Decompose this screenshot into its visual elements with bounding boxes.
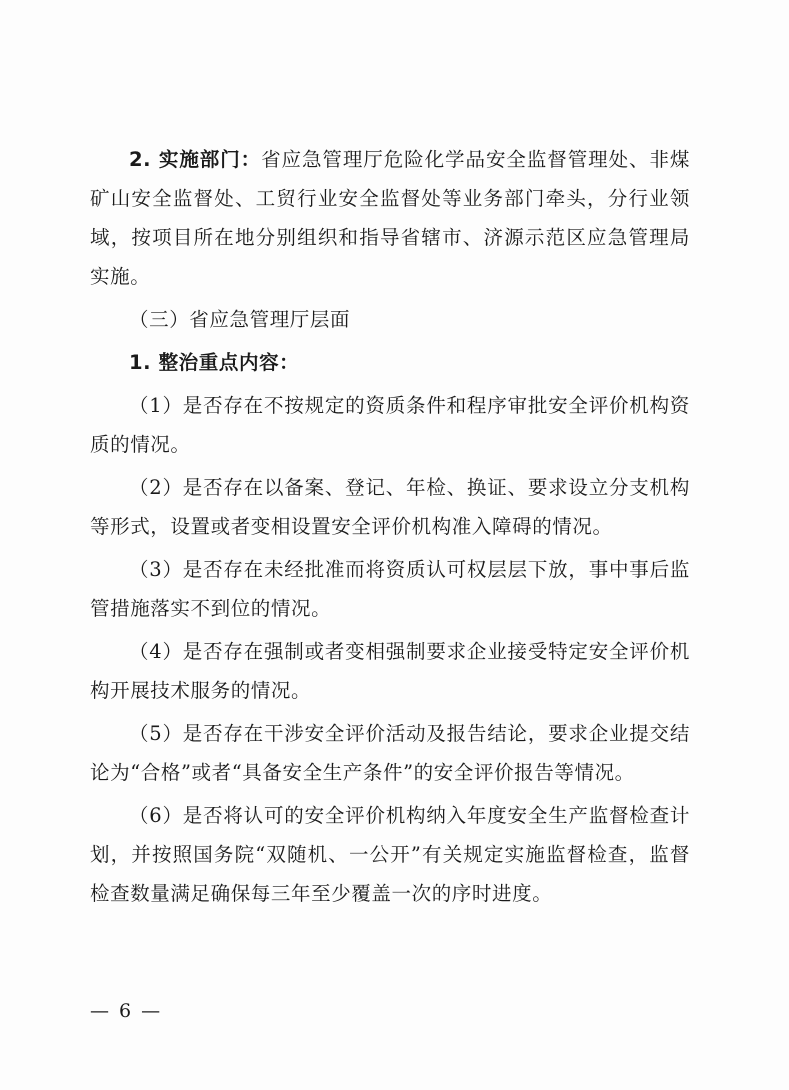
document-body (90, 140, 690, 913)
page-number: — 6 — (90, 1000, 163, 1022)
focus-item-4: （4）是否存在强制或者变相强制要求企业接受特定安全评价机构开展技术服务的情况。 (90, 640, 690, 702)
implementing-dept-text: 省应急管理厅危险化学品安全监督管理处、非煤矿山安全监督处、工贸行业安全监督处等业务部门牵头，分行业领域，按项目所在地分别组织和指导省辖市、济源示范区应急管理局实施。 (90, 148, 690, 288)
focus-item-5: （5）是否存在干涉安全评价活动及报告结论，要求企业提交结论为“合格”或者“具备安全生产条件”的安全评价报告等情况。 (90, 722, 690, 784)
focus-item-6: （6）是否将认可的安全评价机构纳入年度安全生产监督检查计划，并按照国务院“双随机、一公开”有关规定实施监督检查，监督检查数量满足确保每三年至少覆盖一次的序时进度。 (90, 804, 690, 905)
focus-title: 1. 整治重点内容： (129, 351, 300, 374)
implementing-dept-paragraph (90, 140, 690, 296)
subsection-title: （三）省应急管理厅层面 (129, 308, 351, 331)
focus-item-1: （1）是否存在不按规定的资质条件和程序审批安全评价机构资质的情况。 (90, 394, 690, 456)
focus-item-2: （2）是否存在以备案、登记、年检、换证、要求设立分支机构等形式，设置或者变相设置安全评价机构准入障碍的情况。 (90, 476, 690, 538)
focus-item-3: （3）是否存在未经批准而将资质认可权层层下放，事中事后监管措施落实不到位的情况。 (90, 558, 690, 620)
implementing-dept-label: 2. 实施部门： (129, 148, 262, 171)
